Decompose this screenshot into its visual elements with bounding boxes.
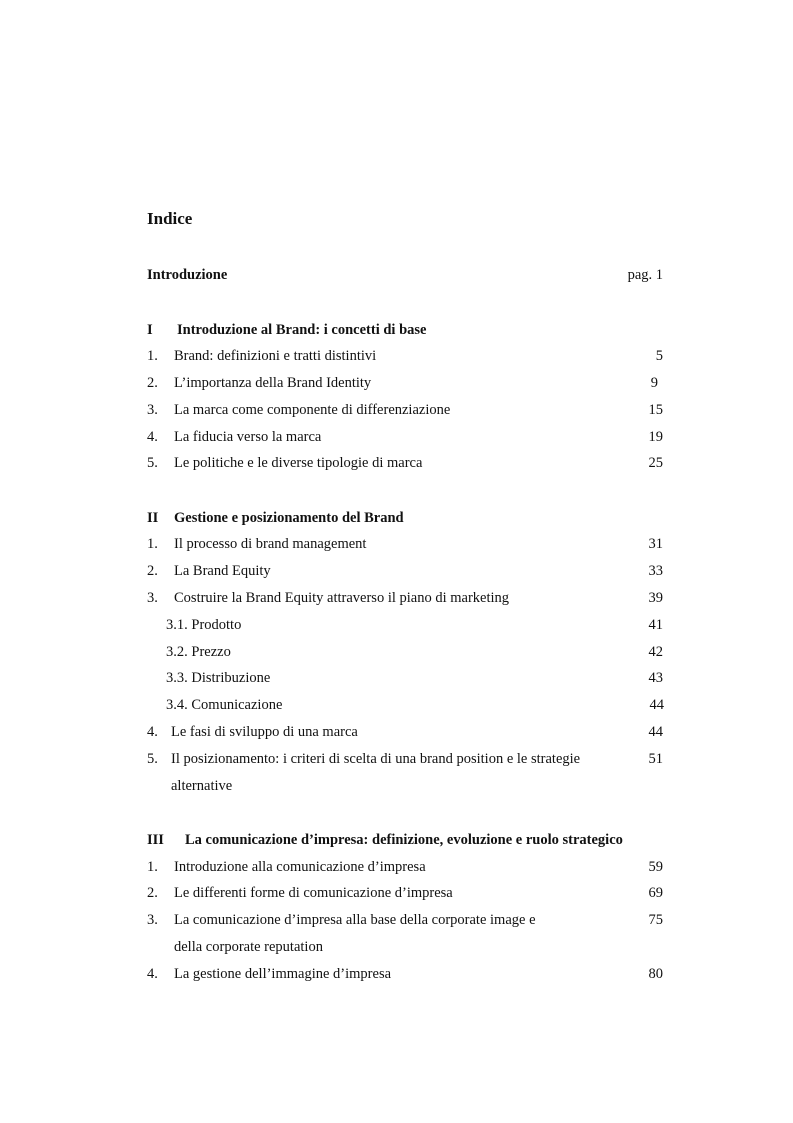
toc-entry-text: La Brand Equity (174, 563, 271, 579)
toc-entry-number: 5. (147, 751, 158, 767)
toc-entry-text: Brand: definizioni e tratti distintivi (174, 348, 377, 364)
toc-subentry-text: 3.4. Comunicazione (166, 697, 283, 713)
toc-entry-page: 15 (648, 402, 663, 418)
toc-entry-number: 1. (147, 536, 158, 552)
toc-entry-text: Le differenti forme di comunicazione d’impresa (174, 885, 453, 901)
chapter-3-title: La comunicazione d’impresa: definizione, evoluzione e ruolo strategico (185, 832, 623, 848)
toc-entry-number: 3. (147, 912, 158, 928)
toc-entry-page: 41 (648, 617, 663, 633)
toc-entry-page: 19 (648, 429, 663, 445)
chapter-2-number: II (147, 510, 159, 526)
toc-entry-page: 42 (648, 644, 663, 660)
toc-subentry-text: 3.2. Prezzo (166, 644, 231, 660)
toc-entry-page: 9 (650, 375, 658, 391)
chapter-2-title: Gestione e posizionamento del Brand (174, 510, 404, 526)
toc-entry-text: La fiducia verso la marca (174, 429, 322, 445)
toc-entry-text: La marca come componente di differenziazione (174, 402, 451, 418)
toc-entry-page: 39 (648, 590, 663, 606)
toc-entry-page: 31 (648, 536, 663, 552)
toc-entry-text: La comunicazione d’impresa alla base della corporate image e (174, 912, 536, 928)
toc-entry-page: 33 (648, 563, 663, 579)
toc-entry-continuation: alternative (171, 778, 233, 794)
toc-entry-page: 69 (648, 885, 663, 901)
intro-label: Introduzione (147, 267, 228, 283)
toc-entry-page: 5 (655, 348, 663, 364)
toc-entry-page: 43 (648, 670, 663, 686)
toc-entry-number: 3. (147, 402, 158, 418)
chapter-3-number: III (147, 832, 164, 848)
toc-entry-text: Il processo di brand management (174, 536, 367, 552)
toc-entry-text: Il posizionamento: i criteri di scelta di una brand position e le strategie (171, 751, 581, 767)
toc-entry-number: 1. (147, 859, 158, 875)
toc-entry-page: 44 (649, 697, 664, 713)
toc-entry-number: 1. (147, 348, 158, 364)
page-title: Indice (147, 209, 193, 228)
toc-entry-page: 80 (648, 966, 663, 982)
toc-entry-text: L’importanza della Brand Identity (174, 375, 372, 391)
toc-entry-number: 2. (147, 885, 158, 901)
toc-subentry-text: 3.1. Prodotto (166, 617, 242, 633)
toc-entry-page: 51 (648, 751, 663, 767)
toc-entry-text: Costruire la Brand Equity attraverso il piano di marketing (174, 590, 510, 606)
toc-entry-number: 3. (147, 590, 158, 606)
toc-entry-number: 4. (147, 966, 158, 982)
chapter-1-title: Introduzione al Brand: i concetti di base (177, 322, 427, 338)
toc-entry-text: Le politiche e le diverse tipologie di marca (174, 455, 423, 471)
toc-entry-number: 2. (147, 375, 158, 391)
toc-entry-text: Introduzione alla comunicazione d’impresa (174, 859, 426, 875)
toc-entry-page: 75 (648, 912, 663, 928)
toc-entry-number: 5. (147, 455, 158, 471)
toc-entry-number: 4. (147, 429, 158, 445)
intro-page: pag. 1 (627, 267, 663, 283)
toc-entry-page: 44 (648, 724, 663, 740)
chapter-1-number: I (147, 322, 153, 338)
toc-entry-page: 59 (648, 859, 663, 875)
toc-subentry-text: 3.3. Distribuzione (166, 670, 271, 686)
toc-entry-number: 2. (147, 563, 158, 579)
toc-entry-page: 25 (648, 455, 663, 471)
toc-entry-text: La gestione dell’immagine d’impresa (174, 966, 392, 982)
toc-entry-number: 4. (147, 724, 158, 740)
toc-entry-continuation: della corporate reputation (174, 939, 323, 955)
toc-entry-text: Le fasi di sviluppo di una marca (171, 724, 358, 740)
